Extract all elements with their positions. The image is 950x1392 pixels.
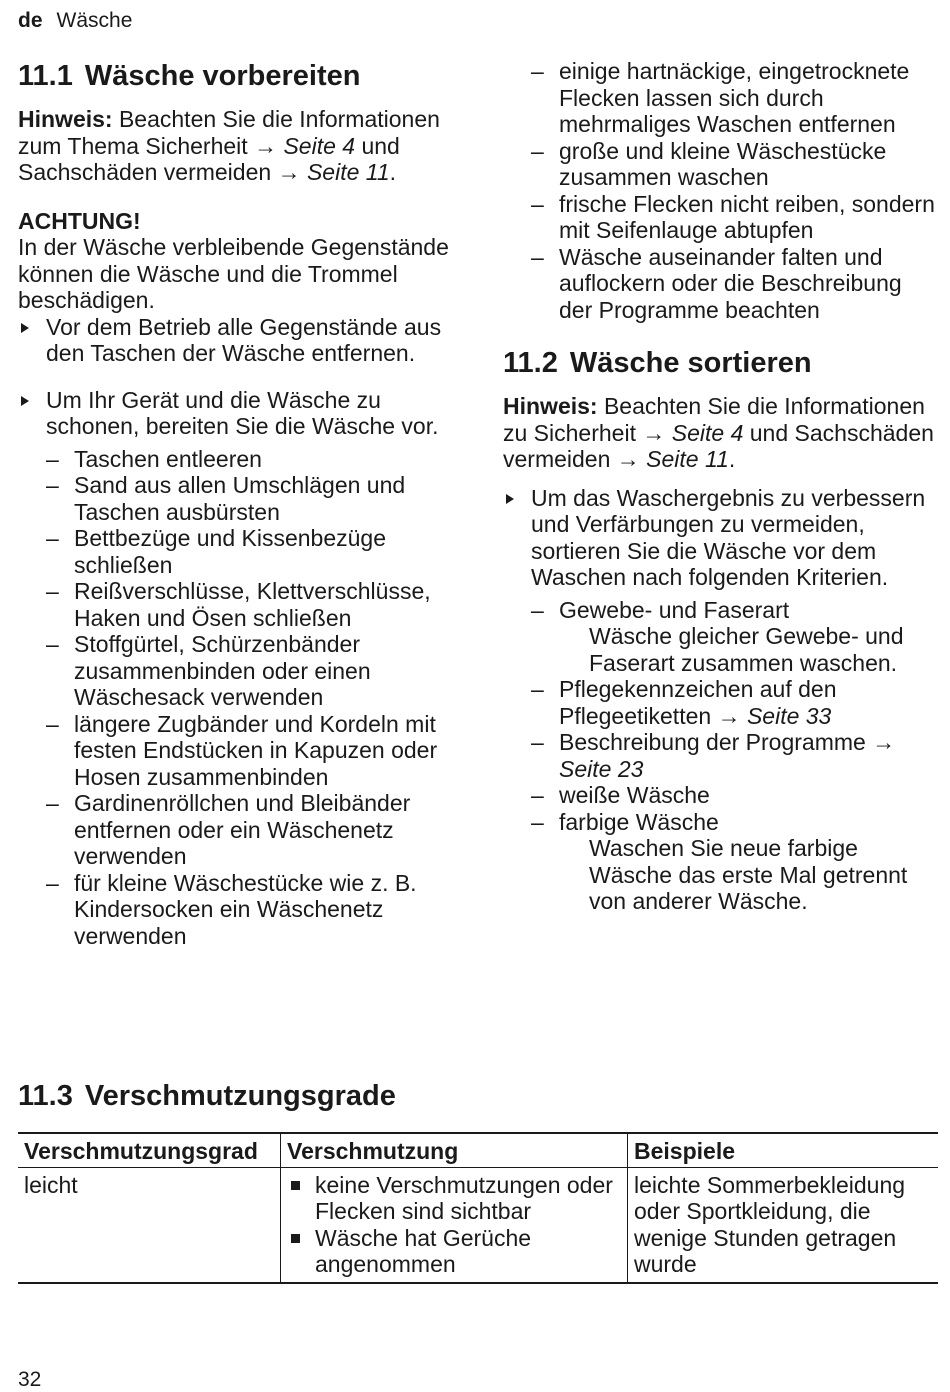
page-header bbox=[18, 9, 132, 33]
table-cell bbox=[281, 1167, 628, 1283]
soiling-list bbox=[287, 1172, 621, 1278]
table-cell: leichte Sommerbekleidung oder Sportkleidung, die wenige Stunden getragen wurde bbox=[628, 1167, 939, 1283]
criterion-item: – Beschreibung der Programme → Seite 23 bbox=[503, 729, 935, 782]
section-heading-11-2: 11.2 Wäsche sortieren bbox=[503, 347, 812, 379]
arrow-icon: → bbox=[642, 419, 666, 446]
section-heading-11-1: 11.1 Wäsche vorbereiten bbox=[18, 60, 361, 92]
page-reference-link[interactable]: Seite 11 bbox=[306, 159, 390, 185]
soiling-levels-section bbox=[18, 1078, 938, 1284]
warning-action: Vor dem Betrieb alle Gegenstände aus den Taschen der Wäsche entfernen. bbox=[18, 314, 458, 367]
criterion-description: Wäsche gleicher Gewebe- und Faserart zusammen waschen. bbox=[589, 623, 904, 676]
arrow-icon: → bbox=[254, 132, 278, 159]
list-item: keine Verschmutzungen oder Flecken sind sichtbar bbox=[287, 1172, 621, 1225]
criterion-item: – farbige Wäsche Waschen Sie neue farbige Wäsche das erste Mal getrennt von anderer Wäsche. bbox=[503, 809, 935, 915]
list-item: – Sand aus allen Umschlägen und Taschen ausbürsten bbox=[18, 472, 458, 525]
criterion-item: – Pflegekennzeichen auf den Pflegeetiketten → Seite 33 bbox=[503, 676, 935, 729]
arrow-icon: → bbox=[717, 702, 741, 729]
note-label: Hinweis: bbox=[18, 106, 113, 132]
note-paragraph: Hinweis: Beachten Sie die Informationen zum Thema Sicherheit → Seite 4 und Sachschäden vermeiden → Seite 11. bbox=[18, 106, 440, 185]
arrow-icon: → bbox=[872, 729, 896, 755]
warning-title: ACHTUNG! bbox=[18, 207, 141, 234]
list-item: – frische Flecken nicht reiben, sondern mit Seifenlauge abtupfen bbox=[503, 191, 935, 244]
list-item: – Bettbezüge und Kissenbezüge schließen bbox=[18, 525, 458, 578]
column-header: Verschmutzungsgrad bbox=[24, 1138, 258, 1164]
page-reference-link[interactable]: Seite 33 bbox=[746, 702, 832, 729]
column-header: Beispiele bbox=[628, 1133, 939, 1167]
page-number: 32 bbox=[18, 1368, 42, 1391]
note-label: Hinweis: bbox=[503, 393, 598, 419]
table-header-row bbox=[18, 1133, 938, 1167]
list-item: Wäsche hat Gerüche angenommen bbox=[287, 1225, 621, 1278]
criterion-description: Waschen Sie neue farbige Wäsche das erste Mal getrennt von anderer Wäsche. bbox=[589, 835, 908, 914]
criterion-item: – weiße Wäsche bbox=[503, 782, 935, 809]
soiling-levels-table bbox=[18, 1132, 938, 1284]
list-item: – große und kleine Wäschestücke zusammen waschen bbox=[503, 138, 935, 191]
preparation-list-continued bbox=[503, 58, 935, 323]
page-reference-link[interactable]: Seite 11 bbox=[646, 446, 729, 472]
header-title: Wäsche bbox=[56, 9, 133, 32]
list-item: – Taschen entleeren bbox=[18, 446, 458, 473]
list-item: – Wäsche auseinander falten und auflockern oder die Beschreibung der Programme beachten bbox=[503, 244, 935, 324]
language-code: de bbox=[18, 9, 43, 32]
left-column bbox=[18, 58, 458, 949]
list-item: – Stoffgürtel, Schürzenbänder zusammenbinden oder einen Wäschesack verwenden bbox=[18, 631, 458, 711]
table-cell: leicht bbox=[24, 1171, 78, 1198]
arrow-icon: → bbox=[616, 446, 640, 472]
column-header: Verschmutzung bbox=[281, 1133, 628, 1167]
arrow-icon: → bbox=[277, 159, 301, 185]
list-item: – für kleine Wäschestücke wie z. B. Kindersocken ein Wäschenetz verwenden bbox=[18, 870, 458, 950]
page-reference-link[interactable]: Seite 4 bbox=[283, 132, 356, 159]
list-item: – Gardinenröllchen und Bleibänder entfernen oder ein Wäschenetz verwenden bbox=[18, 790, 458, 870]
criterion-item: – Gewebe- und Faserart Wäsche gleicher Gewebe- und Faserart zusammen waschen. bbox=[503, 597, 935, 677]
warning-text: In der Wäsche verbleibende Gegenstände können die Wäsche und die Trommel beschädigen. bbox=[18, 234, 449, 313]
list-item: – Reißverschlüsse, Klettverschlüsse, Haken und Ösen schließen bbox=[18, 578, 458, 631]
right-column bbox=[503, 58, 935, 915]
list-item: – einige hartnäckige, eingetrocknete Flecken lassen sich durch mehrmaliges Waschen entfernen bbox=[503, 58, 935, 138]
sorting-criteria-list bbox=[503, 597, 935, 915]
sorting-instruction: Um das Waschergebnis zu verbessern und Verfärbungen zu vermeiden, sortieren Sie die Wäsche vor dem Waschen nach folgenden Kriterien. bbox=[503, 485, 935, 591]
preparation-instruction: Um Ihr Gerät und die Wäsche zu schonen, bereiten Sie die Wäsche vor. bbox=[18, 387, 458, 440]
page-reference-link[interactable]: Seite 23 bbox=[559, 755, 644, 782]
preparation-list bbox=[18, 446, 458, 950]
page-reference-link[interactable]: Seite 4 bbox=[671, 419, 744, 446]
list-item: – längere Zugbänder und Kordeln mit festen Endstücken in Kapuzen oder Hosen zusammenbinden bbox=[18, 711, 458, 791]
table-row bbox=[18, 1167, 938, 1283]
section-heading-11-3: 11.3 Verschmutzungsgrade bbox=[18, 1080, 396, 1112]
note-paragraph: Hinweis: Beachten Sie die Informationen zu Sicherheit → Seite 4 und Sachschäden vermeiden → Seite 11. bbox=[503, 393, 934, 472]
